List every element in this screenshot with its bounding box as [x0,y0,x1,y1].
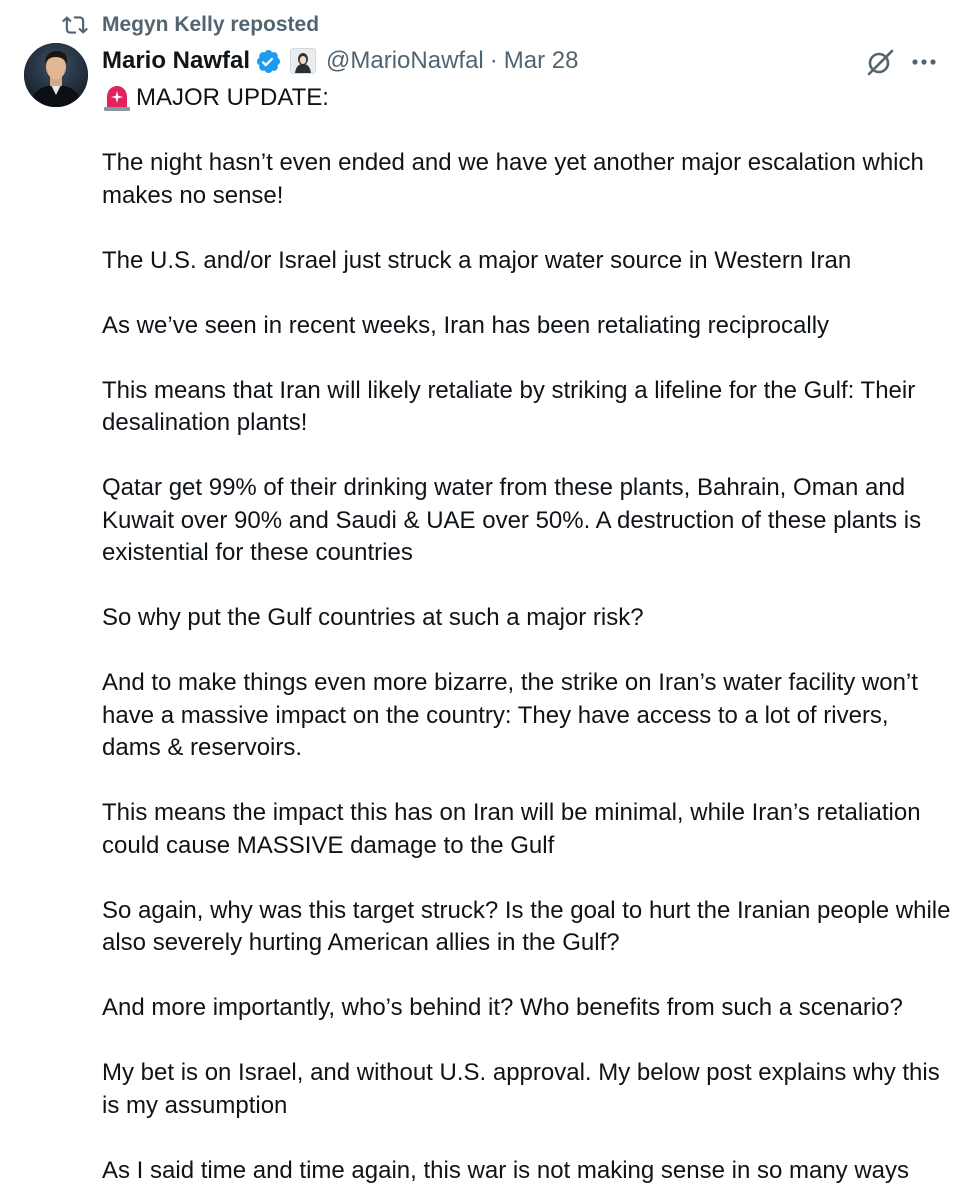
tweet-paragraph: My bet is on Israel, and without U.S. approval. My below post explains why this is my assumption [102,1059,940,1119]
tweet-paragraph: And more importantly, who’s behind it? Who benefits from such a scenario? [102,994,903,1021]
author-handle[interactable]: @MarioNawfal [326,47,484,74]
tweet-paragraph: This means the impact this has on Iran will be minimal, while Iran’s retaliation could cause MASSIVE damage to the Gulf [102,799,921,859]
tweet-paragraph: So again, why was this target struck? Is the goal to hurt the Iranian people while also severely hurting American allies in the Gulf? [102,896,951,956]
tweet-paragraph: As we’ve seen in recent weeks, Iran has been retaliating reciprocally [102,311,830,339]
author-name[interactable]: Mario Nawfal [102,47,251,74]
separator-dot: · [489,47,498,74]
repost-indicator[interactable] [62,10,319,40]
repost-label: Megyn Kelly reposted [102,13,320,36]
grok-icon[interactable] [865,47,895,77]
tweet-paragraph: And to make things even more bizarre, the strike on Iran’s water facility won’t have a massive impact on the country: They have access to a lot of rivers, dams & reservoirs. [102,669,918,761]
repost-icon [62,12,88,38]
tweet-paragraph: This means that Iran will likely retaliate by striking a lifeline for the Gulf: Their desalination plants! [102,376,916,436]
verified-badge-icon[interactable] [255,48,282,75]
avatar-photo [24,43,88,107]
tweet-paragraph: The night hasn’t even ended and we have yet another major escalation which makes no sense! [102,149,924,209]
tweet-paragraph: Qatar get 99% of their drinking water from these plants, Bahrain, Oman and Kuwait over 90% and Saudi & UAE over 50%. A destruction of these plants is existential for these countries [102,474,922,566]
tweet-text [102,82,952,1187]
tweet-header [102,44,578,78]
avatar[interactable] [24,43,88,107]
tweet-headline [102,82,952,115]
tweet-paragraph: So why put the Gulf countries at such a major risk? [102,604,644,631]
siren-emoji-icon [102,84,132,112]
tweet-paragraph: As I said time and time again, this war is not making sense in so many ways [102,1156,910,1184]
tweet-date[interactable]: Mar 28 [503,47,579,74]
more-icon[interactable] [910,52,938,72]
tweet-paragraph: The U.S. and/or Israel just struck a major water source in Western Iran [102,246,852,274]
headline-text: MAJOR UPDATE: [136,84,329,111]
affiliate-badge-icon[interactable] [290,48,316,74]
